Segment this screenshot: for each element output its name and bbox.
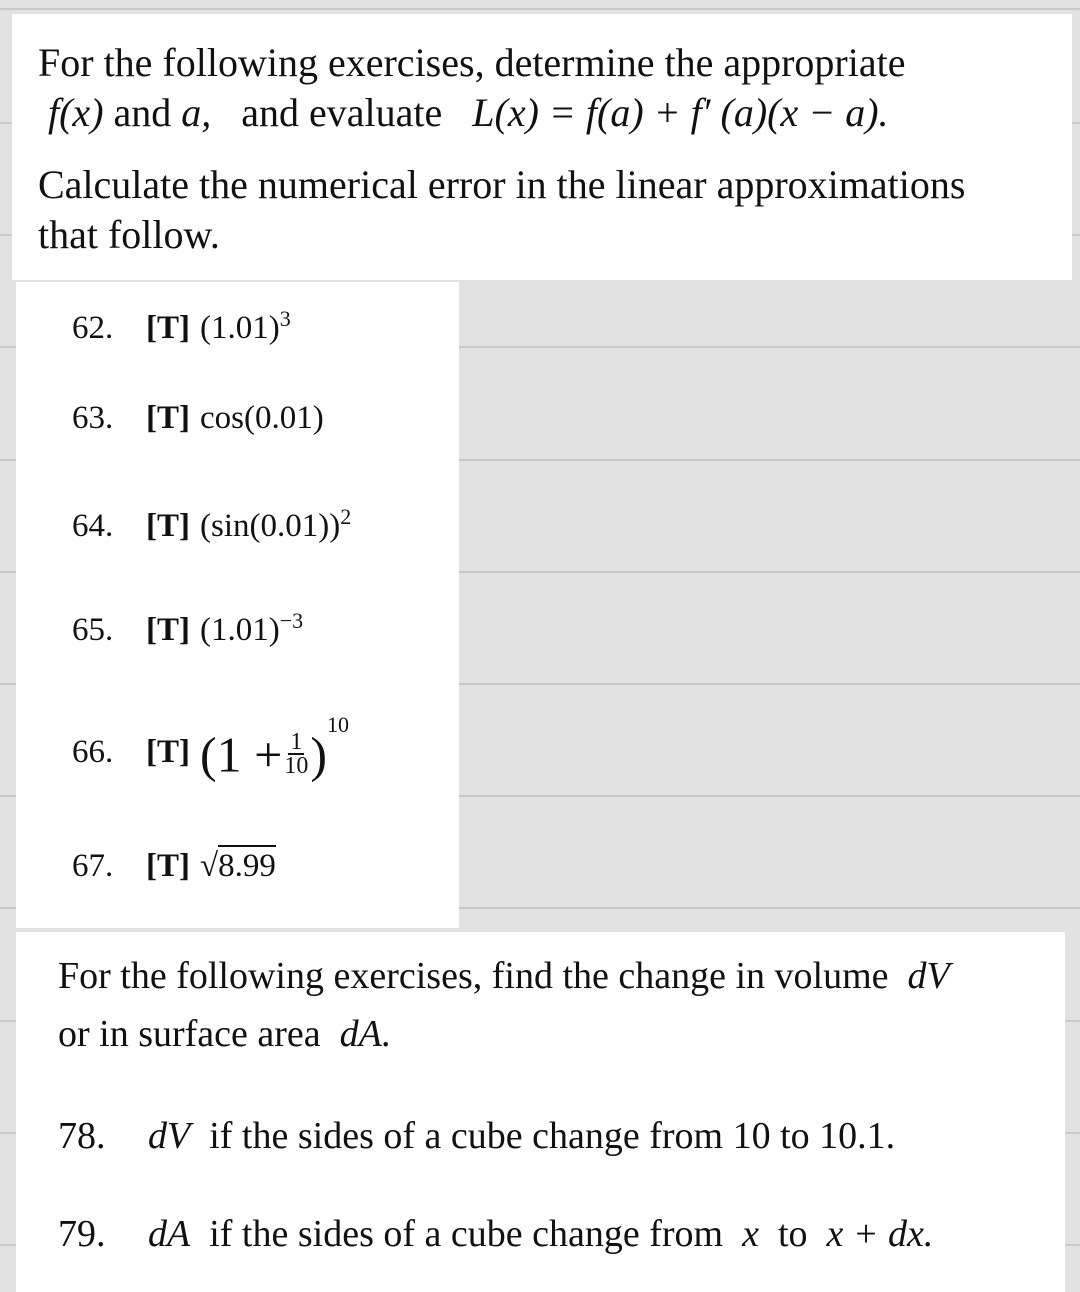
expression: (1.01) — [200, 612, 280, 648]
exponent: 10 — [327, 712, 350, 737]
da-var: dA. — [339, 1013, 392, 1055]
problem-number: 79. — [58, 1213, 106, 1255]
da-var: dA — [148, 1213, 191, 1255]
dv-var: dV — [907, 955, 950, 997]
exercise-63 — [72, 400, 324, 437]
tech-tag: [T] — [146, 508, 190, 544]
fraction-numerator: 1 — [290, 729, 303, 756]
fx-term: f(x) — [48, 90, 104, 135]
evaluate-phrase: and evaluate — [241, 90, 443, 135]
tech-tag: [T] — [146, 400, 190, 436]
exercise-list-panel — [16, 282, 459, 928]
problem-78 — [58, 1114, 895, 1158]
section-intro-line-1 — [58, 954, 950, 998]
tech-tag: [T] — [146, 612, 190, 648]
problem-text: if the sides of a cube change from — [209, 1213, 724, 1255]
exercise-number: 62. — [72, 310, 114, 346]
to-word: to — [777, 1213, 808, 1255]
tech-tag: [T] — [146, 848, 190, 884]
problem-number: 78. — [58, 1115, 106, 1157]
exercise-number: 65. — [72, 612, 114, 648]
instructions-line-3: Calculate the numerical error in the linear approximations — [38, 162, 966, 207]
fraction — [284, 729, 309, 780]
exercise-number: 63. — [72, 400, 114, 436]
tech-tag: [T] — [146, 734, 190, 770]
expression: (1.01) — [200, 310, 280, 346]
problem-79 — [58, 1212, 933, 1256]
exercise-66 — [72, 712, 349, 783]
exercise-number: 66. — [72, 734, 114, 770]
exercise-65 — [72, 608, 303, 649]
tech-tag: [T] — [146, 310, 190, 346]
expression-close: ) — [310, 726, 328, 783]
instructions-line-4: that follow. — [38, 212, 220, 257]
expression: cos(0.01) — [200, 400, 324, 436]
exercise-number: 64. — [72, 508, 114, 544]
exercise-67 — [72, 848, 276, 885]
exponent: −3 — [279, 608, 304, 633]
x-var: x — [742, 1213, 759, 1255]
radicand: 8.99 — [218, 845, 276, 884]
exercise-62 — [72, 306, 291, 347]
section-intro-line-2 — [58, 1012, 391, 1056]
instructions-line-2 — [48, 88, 1058, 138]
fraction-denominator: 10 — [284, 753, 309, 780]
and-word: and — [113, 90, 172, 135]
problem-text: if the sides of a cube change from 10 to 10.1. — [209, 1115, 896, 1157]
intro-text: or in surface area — [58, 1013, 321, 1055]
a-term: a, — [181, 90, 212, 135]
exponent: 2 — [340, 504, 352, 529]
exponent: 3 — [279, 306, 291, 331]
dv-var: dV — [148, 1115, 191, 1157]
exercise-64 — [72, 504, 351, 545]
expression-open: (1 + — [200, 726, 283, 783]
exercise-number: 67. — [72, 848, 114, 884]
linearization-formula: L(x) = f(a) + f′ (a)(x − a). — [472, 90, 889, 135]
expression: (sin(0.01)) — [200, 508, 341, 544]
divider — [0, 8, 1080, 10]
intro-text: For the following exercises, find the change in volume — [58, 955, 889, 997]
instructions-line-1: For the following exercises, determine the appropriate — [38, 40, 906, 85]
sqrt-icon: √ — [200, 848, 219, 884]
x-plus-dx: x + dx. — [826, 1213, 934, 1255]
